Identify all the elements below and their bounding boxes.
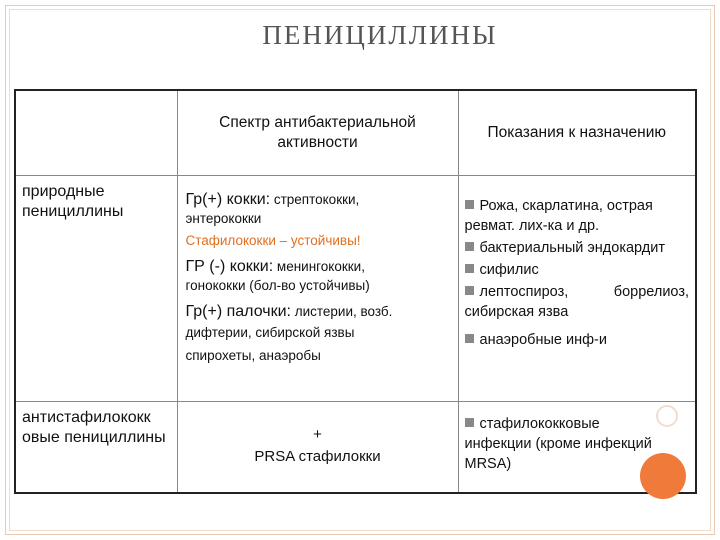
spectrum-prsa: PRSA стафилокки <box>254 447 381 465</box>
table-row <box>15 175 696 401</box>
spectrum-p2-rest: менингококки, <box>273 258 365 274</box>
bullet-icon <box>465 200 474 209</box>
spectrum-p3-rest: листерии, возб. <box>290 303 393 319</box>
penicillin-table <box>14 89 697 494</box>
indication-2: бактериальный эндокардит <box>479 239 665 256</box>
antistaph-ind-3: MRSA) <box>464 455 512 472</box>
spectrum-p2-title: ГР (-) кокки: <box>185 257 274 275</box>
bullet-icon <box>465 242 474 251</box>
row-name-antistaph: антистафилококк овые пенициллины <box>15 401 177 493</box>
spectrum-p2-line2: гонококки (бол-во устойчивы) <box>185 277 370 293</box>
header-spectrum-text: Спектр антибактериальной активности <box>219 114 416 151</box>
header-row <box>15 90 696 175</box>
bullet-icon <box>465 264 474 273</box>
bullet-icon <box>465 286 474 295</box>
spectrum-warning: Стафилококки – устойчивы! <box>185 232 361 248</box>
indication-4a: лептоспироз, <box>479 283 569 300</box>
header-spectrum <box>177 90 458 175</box>
spectrum-plus: + <box>313 425 322 443</box>
indications-natural <box>458 175 696 401</box>
indication-1: Рожа, скарлатина, острая <box>479 197 653 214</box>
bullet-icon <box>465 334 474 343</box>
indication-3: сифилис <box>479 261 539 278</box>
spectrum-p1-title: Гр(+) кокки: <box>185 190 271 208</box>
decor-ring-icon <box>656 405 678 427</box>
spectrum-p1-line2: энтерококки <box>185 210 262 226</box>
indication-4-line2: сибирская язва <box>464 303 569 320</box>
row-name-natural: природные пенициллины <box>15 175 177 401</box>
indication-1-line2: ревмат. лих-ка и др. <box>464 217 600 234</box>
indication-5: анаэробные инф-и <box>479 331 607 348</box>
decor-circle-icon <box>640 453 686 499</box>
spectrum-antistaph <box>177 401 458 493</box>
spectrum-p3-title: Гр(+) палочки: <box>185 302 291 320</box>
antistaph-ind-1: стафилококковые <box>479 415 600 432</box>
bullet-icon <box>465 418 474 427</box>
slide-title: ПЕНИЦИЛЛИНЫ <box>262 20 498 50</box>
spectrum-p1-rest: стрептококки, <box>270 191 360 207</box>
header-indications <box>458 90 696 175</box>
table-row <box>15 401 696 493</box>
spectrum-p3-line3: спирохеты, анаэробы <box>185 347 321 363</box>
spectrum-p3-line2: дифтерии, сибирской язвы <box>185 324 355 340</box>
header-indications-text: Показания к назначению <box>487 124 667 141</box>
spectrum-natural <box>177 175 458 401</box>
antistaph-ind-2: инфекции (кроме инфекций <box>464 435 652 452</box>
indication-4b: боррелиоз, <box>613 283 689 300</box>
header-empty-cell <box>15 90 177 175</box>
